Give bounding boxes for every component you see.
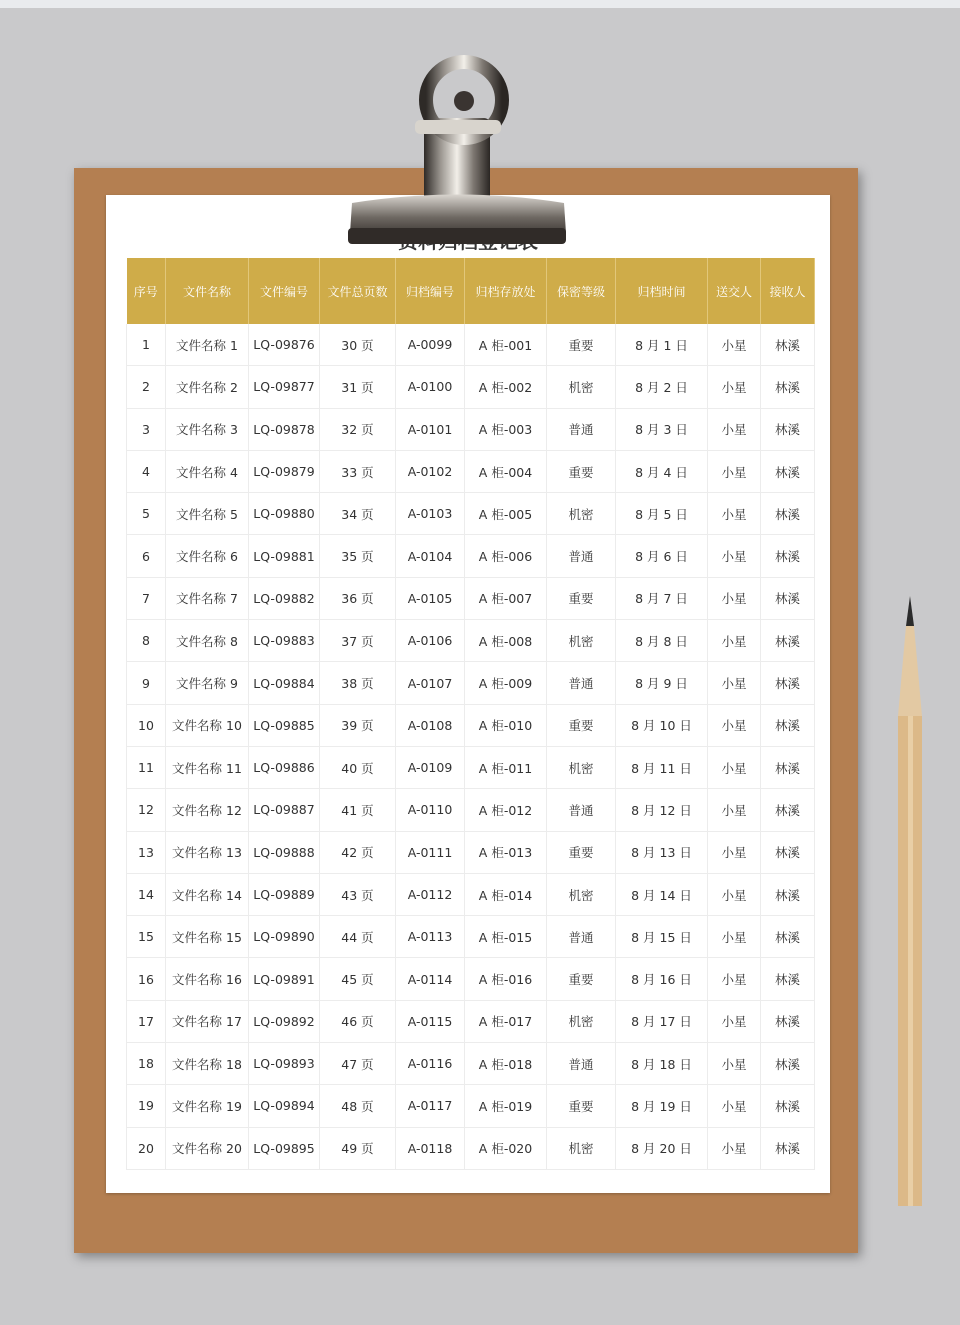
table-cell: 1 <box>127 324 166 366</box>
table-row <box>127 1127 815 1169</box>
table-cell: 普通 <box>547 662 616 704</box>
table-cell: A 柜-006 <box>465 535 547 577</box>
table-cell: A 柜-007 <box>465 577 547 619</box>
table-cell: A-0105 <box>396 577 465 619</box>
column-header: 归档编号 <box>396 258 465 324</box>
table-cell: 林溪 <box>761 324 815 366</box>
table-cell: A 柜-002 <box>465 366 547 408</box>
table-cell: 小星 <box>708 366 761 408</box>
table-row <box>127 662 815 704</box>
table-cell: A 柜-004 <box>465 450 547 492</box>
table-cell: 林溪 <box>761 450 815 492</box>
table-cell: 8 月 14 日 <box>616 873 708 915</box>
table-cell: LQ-09878 <box>249 408 320 450</box>
table-cell: 2 <box>127 366 166 408</box>
table-row <box>127 746 815 788</box>
table-cell: 文件名称 3 <box>166 408 249 450</box>
table-cell: 13 <box>127 831 166 873</box>
table-cell: 8 月 13 日 <box>616 831 708 873</box>
table-cell: 8 月 10 日 <box>616 704 708 746</box>
table-cell: 重要 <box>547 958 616 1000</box>
table-cell: 普通 <box>547 535 616 577</box>
table-row <box>127 704 815 746</box>
table-cell: A-0107 <box>396 662 465 704</box>
column-header: 接收人 <box>761 258 815 324</box>
table-cell: 小星 <box>708 450 761 492</box>
table-cell: 普通 <box>547 1043 616 1085</box>
table-cell: 机密 <box>547 620 616 662</box>
table-cell: A-0114 <box>396 958 465 1000</box>
table-cell: 37 页 <box>320 620 396 662</box>
table-cell: 40 页 <box>320 746 396 788</box>
table-cell: LQ-09884 <box>249 662 320 704</box>
table-cell: 8 月 18 日 <box>616 1043 708 1085</box>
table-cell: 小星 <box>708 1085 761 1127</box>
table-cell: 8 月 4 日 <box>616 450 708 492</box>
table-cell: 小星 <box>708 916 761 958</box>
table-cell: 林溪 <box>761 873 815 915</box>
table-cell: A 柜-009 <box>465 662 547 704</box>
table-row <box>127 1085 815 1127</box>
table-row <box>127 1043 815 1085</box>
table-cell: 文件名称 9 <box>166 662 249 704</box>
table-cell: 林溪 <box>761 366 815 408</box>
table-cell: LQ-09882 <box>249 577 320 619</box>
table-cell: 14 <box>127 873 166 915</box>
table-cell: 8 月 11 日 <box>616 746 708 788</box>
table-cell: 文件名称 16 <box>166 958 249 1000</box>
table-cell: A 柜-016 <box>465 958 547 1000</box>
table-cell: 12 <box>127 789 166 831</box>
archive-table <box>126 258 815 1170</box>
column-header: 归档存放处 <box>465 258 547 324</box>
table-cell: 机密 <box>547 493 616 535</box>
table-cell: 小星 <box>708 704 761 746</box>
table-cell: 林溪 <box>761 535 815 577</box>
table-cell: LQ-09886 <box>249 746 320 788</box>
table-cell: 机密 <box>547 746 616 788</box>
table-cell: 机密 <box>547 366 616 408</box>
table-cell: 重要 <box>547 577 616 619</box>
table-cell: A-0102 <box>396 450 465 492</box>
table-cell: 8 <box>127 620 166 662</box>
table-cell: 林溪 <box>761 916 815 958</box>
table-cell: 8 月 2 日 <box>616 366 708 408</box>
table-cell: A-0104 <box>396 535 465 577</box>
table-cell: A 柜-012 <box>465 789 547 831</box>
table-cell: 重要 <box>547 324 616 366</box>
table-cell: 8 月 9 日 <box>616 662 708 704</box>
table-cell: 19 <box>127 1085 166 1127</box>
pencil-icon <box>890 596 930 1208</box>
column-header: 文件名称 <box>166 258 249 324</box>
table-cell: LQ-09892 <box>249 1000 320 1042</box>
table-cell: 小星 <box>708 1000 761 1042</box>
table-cell: 重要 <box>547 704 616 746</box>
table-cell: 8 月 5 日 <box>616 493 708 535</box>
table-cell: 20 <box>127 1127 166 1169</box>
table-cell: 文件名称 13 <box>166 831 249 873</box>
table-cell: 30 页 <box>320 324 396 366</box>
table-cell: 文件名称 11 <box>166 746 249 788</box>
table-cell: LQ-09893 <box>249 1043 320 1085</box>
table-row <box>127 408 815 450</box>
table-cell: 普通 <box>547 789 616 831</box>
table-cell: A-0103 <box>396 493 465 535</box>
table-cell: LQ-09881 <box>249 535 320 577</box>
table-cell: 8 月 16 日 <box>616 958 708 1000</box>
table-cell: 文件名称 17 <box>166 1000 249 1042</box>
table-cell: 普通 <box>547 408 616 450</box>
table-cell: LQ-09883 <box>249 620 320 662</box>
table-cell: 43 页 <box>320 873 396 915</box>
table-cell: A-0108 <box>396 704 465 746</box>
table-cell: 42 页 <box>320 831 396 873</box>
table-cell: 小星 <box>708 789 761 831</box>
table-cell: 文件名称 20 <box>166 1127 249 1169</box>
table-cell: A 柜-005 <box>465 493 547 535</box>
table-cell: 46 页 <box>320 1000 396 1042</box>
table-cell: A 柜-003 <box>465 408 547 450</box>
table-cell: A 柜-008 <box>465 620 547 662</box>
column-header: 保密等级 <box>547 258 616 324</box>
table-row <box>127 620 815 662</box>
table-cell: 小星 <box>708 620 761 662</box>
table-cell: A-0117 <box>396 1085 465 1127</box>
table-cell: LQ-09887 <box>249 789 320 831</box>
table-cell: 4 <box>127 450 166 492</box>
table-cell: 普通 <box>547 916 616 958</box>
table-row <box>127 577 815 619</box>
table-cell: 林溪 <box>761 746 815 788</box>
table-cell: A-0115 <box>396 1000 465 1042</box>
table-cell: 林溪 <box>761 493 815 535</box>
table-cell: 小星 <box>708 746 761 788</box>
table-cell: 10 <box>127 704 166 746</box>
table-cell: 8 月 3 日 <box>616 408 708 450</box>
table-cell: 重要 <box>547 831 616 873</box>
table-cell: 8 月 20 日 <box>616 1127 708 1169</box>
table-cell: LQ-09879 <box>249 450 320 492</box>
table-cell: 文件名称 12 <box>166 789 249 831</box>
table-cell: 文件名称 19 <box>166 1085 249 1127</box>
table-cell: 林溪 <box>761 620 815 662</box>
table-cell: 小星 <box>708 1127 761 1169</box>
table-cell: 小星 <box>708 408 761 450</box>
table-cell: 47 页 <box>320 1043 396 1085</box>
table-cell: 文件名称 4 <box>166 450 249 492</box>
table-cell: A-0111 <box>396 831 465 873</box>
column-header: 送交人 <box>708 258 761 324</box>
table-cell: 41 页 <box>320 789 396 831</box>
table-cell: A 柜-010 <box>465 704 547 746</box>
table-cell: 文件名称 1 <box>166 324 249 366</box>
table-row <box>127 366 815 408</box>
table-cell: 林溪 <box>761 577 815 619</box>
table-cell: A-0110 <box>396 789 465 831</box>
table-row <box>127 831 815 873</box>
table-row <box>127 789 815 831</box>
table-cell: A 柜-014 <box>465 873 547 915</box>
table-cell: 小星 <box>708 873 761 915</box>
table-cell: A-0106 <box>396 620 465 662</box>
column-header: 文件编号 <box>249 258 320 324</box>
binder-clip-icon <box>340 48 576 253</box>
table-cell: 33 页 <box>320 450 396 492</box>
table-cell: A 柜-013 <box>465 831 547 873</box>
table-cell: A-0112 <box>396 873 465 915</box>
table-cell: LQ-09889 <box>249 873 320 915</box>
table-cell: LQ-09891 <box>249 958 320 1000</box>
table-cell: 18 <box>127 1043 166 1085</box>
table-row <box>127 1000 815 1042</box>
table-cell: 林溪 <box>761 408 815 450</box>
table-row <box>127 324 815 366</box>
table-cell: 林溪 <box>761 1085 815 1127</box>
table-cell: 15 <box>127 916 166 958</box>
table-cell: 机密 <box>547 873 616 915</box>
table-cell: 林溪 <box>761 1043 815 1085</box>
table-cell: 文件名称 5 <box>166 493 249 535</box>
table-cell: 林溪 <box>761 831 815 873</box>
table-cell: 8 月 6 日 <box>616 535 708 577</box>
table-cell: 8 月 8 日 <box>616 620 708 662</box>
table-cell: 6 <box>127 535 166 577</box>
table-cell: 小星 <box>708 662 761 704</box>
table-cell: 小星 <box>708 324 761 366</box>
table-row <box>127 916 815 958</box>
table-cell: 小星 <box>708 831 761 873</box>
table-cell: 文件名称 7 <box>166 577 249 619</box>
table-row <box>127 450 815 492</box>
table-cell: 小星 <box>708 958 761 1000</box>
table-cell: A-0099 <box>396 324 465 366</box>
table-cell: LQ-09895 <box>249 1127 320 1169</box>
table-cell: 机密 <box>547 1127 616 1169</box>
table-cell: LQ-09894 <box>249 1085 320 1127</box>
table-cell: 重要 <box>547 450 616 492</box>
table-cell: 3 <box>127 408 166 450</box>
table-cell: 文件名称 10 <box>166 704 249 746</box>
table-cell: 8 月 17 日 <box>616 1000 708 1042</box>
table-cell: 机密 <box>547 1000 616 1042</box>
table-cell: 林溪 <box>761 1127 815 1169</box>
table-cell: A-0109 <box>396 746 465 788</box>
table-cell: A 柜-017 <box>465 1000 547 1042</box>
table-cell: 林溪 <box>761 704 815 746</box>
table-cell: A 柜-015 <box>465 916 547 958</box>
table-cell: 8 月 7 日 <box>616 577 708 619</box>
table-cell: LQ-09877 <box>249 366 320 408</box>
table-cell: 林溪 <box>761 958 815 1000</box>
table-cell: LQ-09876 <box>249 324 320 366</box>
table-cell: 39 页 <box>320 704 396 746</box>
table-cell: 8 月 15 日 <box>616 916 708 958</box>
table-cell: 38 页 <box>320 662 396 704</box>
table-cell: A 柜-019 <box>465 1085 547 1127</box>
table-cell: LQ-09890 <box>249 916 320 958</box>
table-cell: 林溪 <box>761 1000 815 1042</box>
table-cell: 文件名称 6 <box>166 535 249 577</box>
table-cell: A-0118 <box>396 1127 465 1169</box>
table-cell: 文件名称 14 <box>166 873 249 915</box>
table-cell: A 柜-018 <box>465 1043 547 1085</box>
table-cell: 文件名称 18 <box>166 1043 249 1085</box>
table-cell: 48 页 <box>320 1085 396 1127</box>
table-cell: A 柜-011 <box>465 746 547 788</box>
table-cell: 文件名称 2 <box>166 366 249 408</box>
table-cell: 36 页 <box>320 577 396 619</box>
table-row <box>127 535 815 577</box>
table-cell: 31 页 <box>320 366 396 408</box>
table-cell: 9 <box>127 662 166 704</box>
table-cell: 林溪 <box>761 789 815 831</box>
table-cell: 34 页 <box>320 493 396 535</box>
table-cell: 7 <box>127 577 166 619</box>
table-cell: A-0113 <box>396 916 465 958</box>
table-cell: 11 <box>127 746 166 788</box>
table-cell: 44 页 <box>320 916 396 958</box>
table-cell: 49 页 <box>320 1127 396 1169</box>
table-cell: A-0116 <box>396 1043 465 1085</box>
table-cell: 小星 <box>708 1043 761 1085</box>
table-row <box>127 873 815 915</box>
table-header-row <box>127 258 815 324</box>
table-cell: 小星 <box>708 493 761 535</box>
table-cell: A-0100 <box>396 366 465 408</box>
table-cell: LQ-09885 <box>249 704 320 746</box>
table-cell: 重要 <box>547 1085 616 1127</box>
table-cell: 文件名称 15 <box>166 916 249 958</box>
table-cell: 32 页 <box>320 408 396 450</box>
table-cell: LQ-09888 <box>249 831 320 873</box>
table-row <box>127 493 815 535</box>
table-cell: 8 月 19 日 <box>616 1085 708 1127</box>
table-cell: 5 <box>127 493 166 535</box>
column-header: 序号 <box>127 258 166 324</box>
table-cell: 小星 <box>708 535 761 577</box>
table-cell: A-0101 <box>396 408 465 450</box>
table-cell: 45 页 <box>320 958 396 1000</box>
table-cell: 8 月 1 日 <box>616 324 708 366</box>
table-cell: 35 页 <box>320 535 396 577</box>
table-cell: A 柜-001 <box>465 324 547 366</box>
table-row <box>127 958 815 1000</box>
table-cell: 林溪 <box>761 662 815 704</box>
column-header: 归档时间 <box>616 258 708 324</box>
column-header: 文件总页数 <box>320 258 396 324</box>
table-cell: LQ-09880 <box>249 493 320 535</box>
table-cell: 8 月 12 日 <box>616 789 708 831</box>
top-strip <box>0 0 960 8</box>
table-cell: 文件名称 8 <box>166 620 249 662</box>
table-cell: 17 <box>127 1000 166 1042</box>
table-cell: 小星 <box>708 577 761 619</box>
table-cell: 16 <box>127 958 166 1000</box>
table-cell: A 柜-020 <box>465 1127 547 1169</box>
